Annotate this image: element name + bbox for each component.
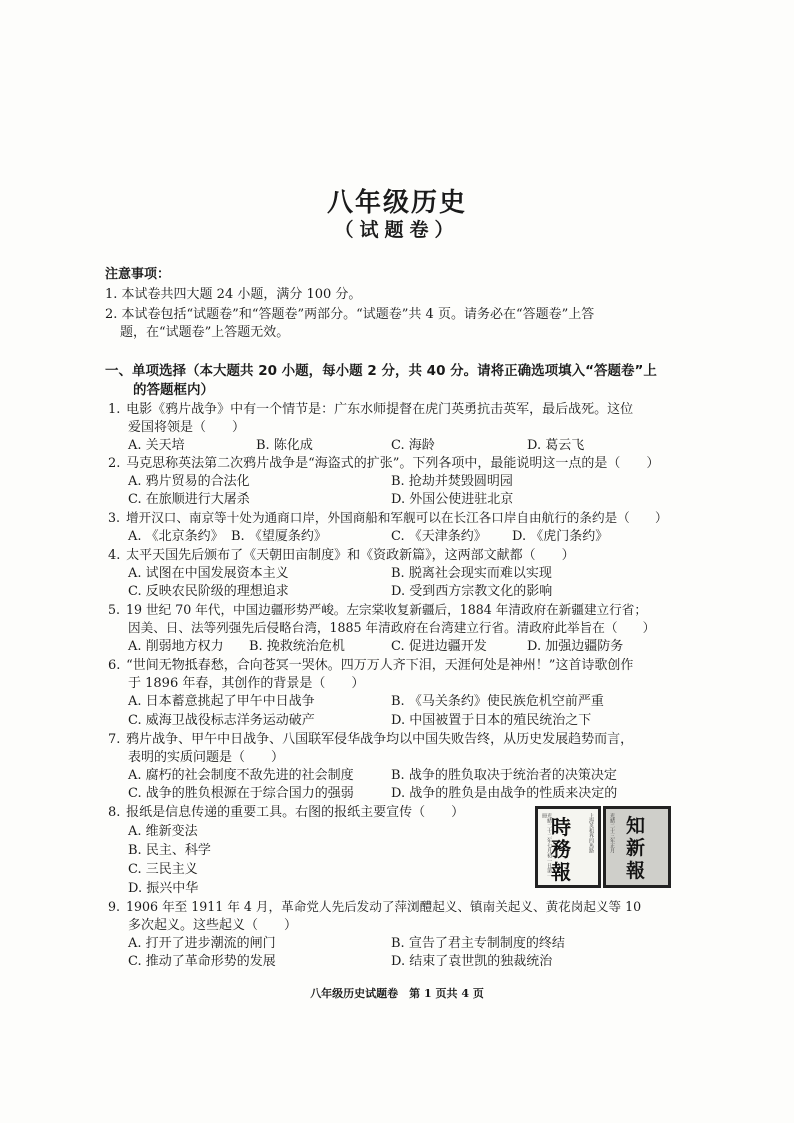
question-9 — [108, 896, 641, 915]
page-footer: 八年级历史试题卷 第 1 页共 4 页 — [310, 987, 484, 1000]
newspaper-char: 時 — [551, 815, 571, 839]
question-text-cont: 多次起义。这些起义（ ） — [128, 918, 298, 933]
question-8 — [108, 801, 464, 820]
option-d: D. 外国公使进驻北京 — [391, 492, 514, 507]
question-text-cont: 表明的实质问题是（ ） — [128, 750, 285, 765]
option-a: A. 鸦片贸易的合法化 — [128, 474, 250, 489]
option-d: D. 《虎门条约》 — [512, 529, 609, 544]
option-b: B. 脱离社会现实而难以实现 — [391, 566, 552, 581]
option-a: A. 试图在中国发展资本主义 — [128, 566, 289, 581]
option-d: D. 结束了袁世凯的独裁统治 — [391, 954, 553, 969]
question-1 — [108, 398, 633, 417]
question-text: 鸦片战争、甲午中日战争、八国联军侵华战争均以中国失败告终，从历史发展趋势而言， — [126, 732, 634, 747]
question-text-cont: 于 1896 年春，其创作的背景是（ ） — [128, 676, 365, 691]
option-b: B. 抢劫并焚毁圆明园 — [391, 474, 513, 489]
question-number: 4. — [108, 548, 121, 563]
section-heading-cont: 的答题框内） — [133, 382, 214, 398]
question-text: 电影《鸦片战争》中有一个情节是：广东水师提督在虎门英勇抗击英军，最后战死。这位 — [126, 402, 634, 417]
option-b: B. 宣告了君主专制制度的终结 — [391, 936, 565, 951]
option-a: A. 腐朽的社会制度不敌先进的社会制度 — [128, 768, 354, 783]
question-text: 19 世纪 70 年代，中国边疆形势严峻。左宗棠收复新疆后，1884 年清政府在新疆建立行省； — [126, 602, 647, 617]
question-number: 6. — [108, 658, 121, 673]
question-number: 3. — [108, 510, 121, 525]
newspaper-char: 新 — [626, 837, 646, 859]
question-6 — [108, 654, 633, 673]
option-a: A. 削弱地方权力 — [128, 639, 224, 654]
option-b: B. 陈化成 — [256, 438, 313, 453]
question-number: 7. — [108, 732, 121, 747]
page-title: 八年级历史 — [326, 188, 467, 218]
question-7 — [108, 728, 633, 747]
question-number: 8. — [108, 805, 121, 820]
option-c: C. 促进边疆开发 — [391, 639, 487, 654]
question-5 — [108, 599, 647, 618]
option-c: C. 威海卫战役标志洋务运动破产 — [128, 713, 315, 728]
newspaper-image-zhixinbao: 光緒二十三年正月 知 新 報 — [603, 806, 671, 888]
page-subtitle: （试题卷） — [334, 219, 460, 241]
question-text: 太平天国先后颁布了《天朝田亩制度》和《资政新篇》，这两部文献都（ ） — [126, 548, 575, 563]
question-4 — [108, 544, 575, 563]
option-a: A. 日本蓄意挑起了甲午中日战争 — [128, 694, 315, 709]
question-text-cont: 因美、日、法等列强先后侵略台湾，1885 年清政府在台湾建立行省。清政府此举旨在（ ） — [128, 620, 656, 635]
option-d: D. 振兴中华 — [128, 881, 199, 896]
option-a: A. 维新变法 — [128, 824, 198, 839]
option-b: B. 《望厦条约》 — [231, 529, 327, 544]
option-a: A. 关天培 — [128, 438, 185, 453]
option-b: B. 挽救统治危机 — [249, 639, 345, 654]
option-c: C. 《天津条约》 — [391, 529, 487, 544]
option-b: B. 战争的胜负取决于统治者的决策决定 — [391, 768, 617, 783]
option-c: C. 在旅顺进行大屠杀 — [128, 492, 250, 507]
notice-heading: 注意事项： — [105, 267, 171, 282]
option-c: C. 反映农民阶级的理想追求 — [128, 584, 289, 599]
question-2 — [108, 452, 659, 471]
option-b: B. 民主、科学 — [128, 843, 211, 858]
question-number: 5. — [108, 602, 121, 617]
question-number: 2. — [108, 456, 121, 471]
option-b: B. 《马关条约》使民族危机空前严重 — [391, 694, 604, 709]
notice-item: 题，在“试题卷”上答题无效。 — [120, 325, 290, 340]
option-d: D. 受到西方宗教文化的影响 — [391, 584, 553, 599]
newspaper-image-shiwubao: 光緒二十二年七月初一日第一冊 上海英租界四馬路 時 務 報 — [535, 806, 601, 888]
newspaper-char: 報 — [626, 860, 646, 882]
option-c: C. 战争的胜负根源在于综合国力的强弱 — [128, 786, 354, 801]
newspaper-char: 知 — [626, 815, 646, 837]
question-number: 1. — [108, 402, 121, 417]
question-text: 1906 年至 1911 年 4 月，革命党人先后发动了萍浏醴起义、镇南关起义、黄花岗起义等 10 — [126, 899, 642, 914]
notice-item: 1. 本试卷共四大题 24 小题，满分 100 分。 — [105, 287, 362, 302]
option-d: D. 加强边疆防务 — [527, 639, 624, 654]
question-3 — [108, 507, 668, 526]
question-text: “世间无物抵春愁，合向苍冥一哭休。四万万人齐下泪，天涯何处是神州！”这首诗歌创作 — [126, 658, 634, 673]
option-c: C. 三民主义 — [128, 862, 198, 877]
option-c: C. 海龄 — [391, 438, 435, 453]
question-text: 增开汉口、南京等十处为通商口岸，外国商船和军舰可以在长江各口岸自由航行的条约是（ ） — [126, 510, 668, 525]
newspaper-char: 報 — [551, 860, 571, 884]
option-d: D. 中国被置于日本的殖民统治之下 — [391, 713, 592, 728]
option-c: C. 推动了革命形势的发展 — [128, 954, 276, 969]
question-number: 9. — [108, 899, 121, 914]
option-d: D. 葛云飞 — [527, 438, 585, 453]
newspaper-char: 務 — [551, 837, 571, 861]
question-text: 马克思称英法第二次鸦片战争是“海盗式的扩张”。下列各项中，最能说明这一点的是（ ） — [126, 456, 660, 471]
question-text-cont: 爱国将领是（ ） — [128, 420, 246, 435]
question-text: 报纸是信息传递的重要工具。右图的报纸主要宣传（ ） — [126, 805, 465, 820]
option-a: A. 《北京条约》 — [128, 529, 224, 544]
section-heading: 一、单项选择（本大题共 20 小题，每小题 2 分，共 40 分。请将正确选项填入“答题卷”上 — [105, 363, 657, 379]
option-d: D. 战争的胜负是由战争的性质来决定的 — [391, 786, 618, 801]
option-a: A. 打开了进步潮流的闸门 — [128, 936, 276, 951]
notice-item: 2. 本试卷包括“试题卷”和“答题卷”两部分。“试题卷”共 4 页。请务必在“答题卷”上答 — [105, 307, 595, 322]
